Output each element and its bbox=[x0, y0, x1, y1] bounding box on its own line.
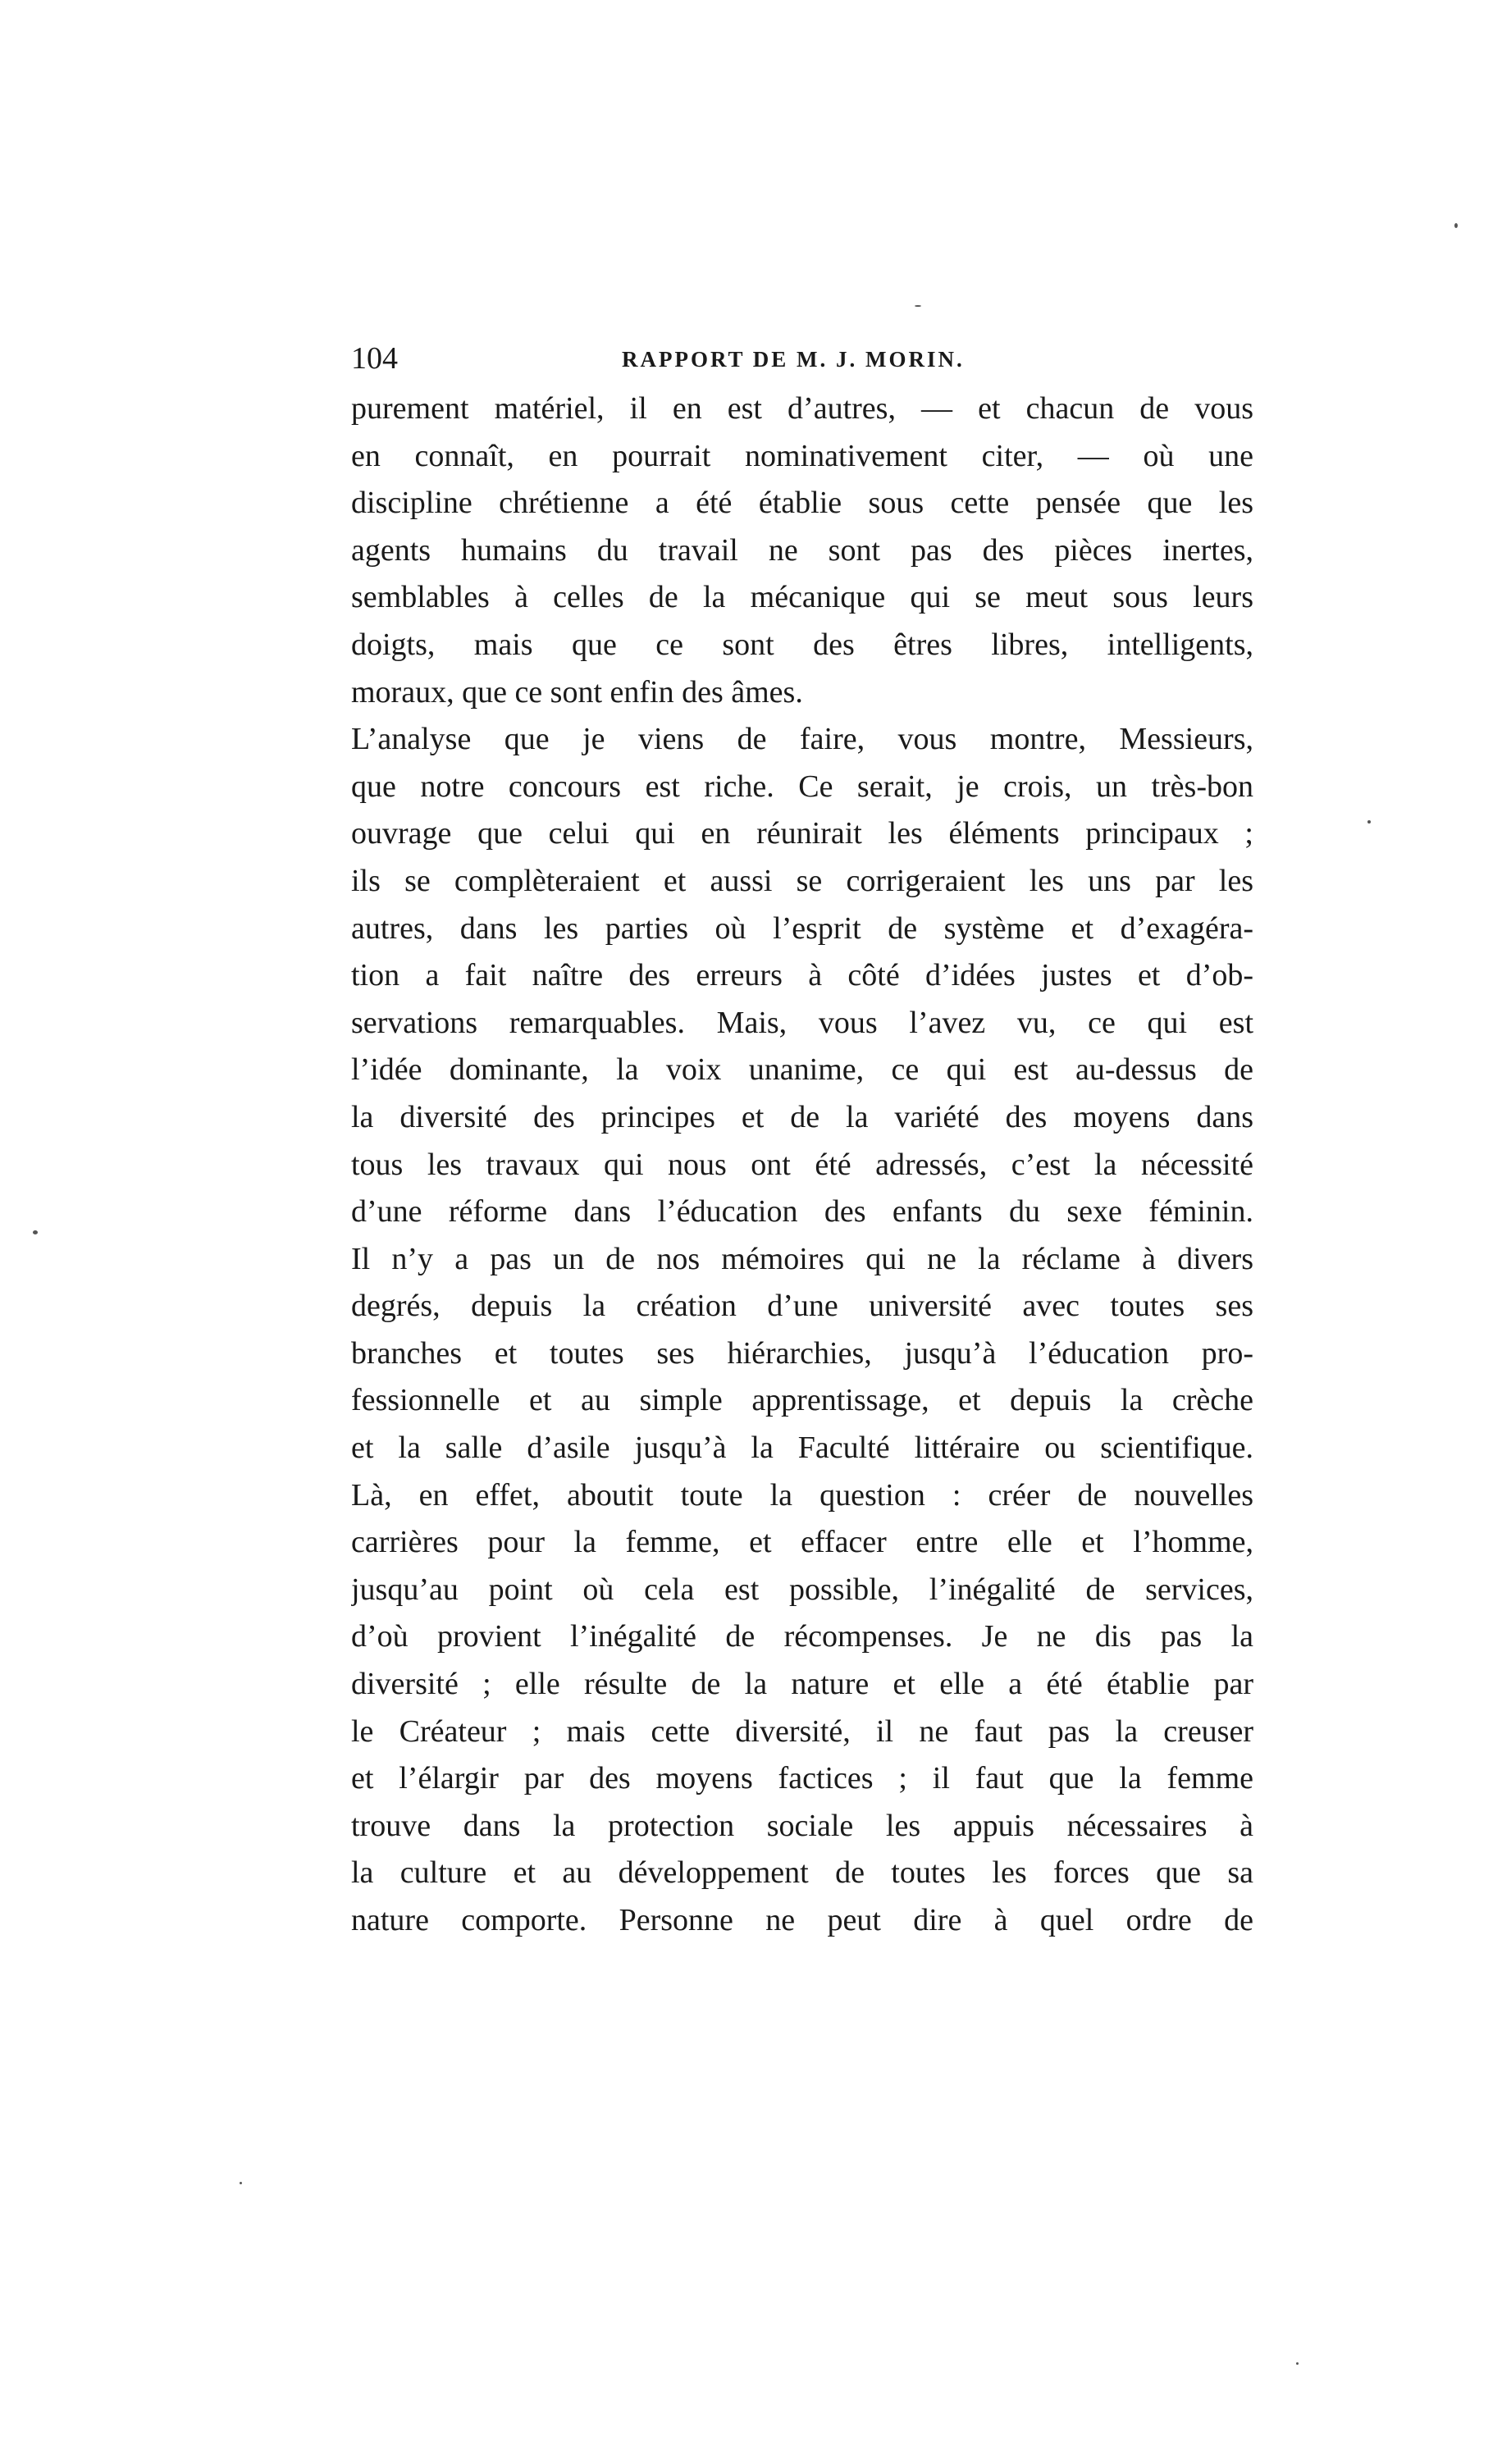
scan-speck bbox=[1367, 820, 1371, 824]
text-line: semblables à celles de la mécanique qui se meut sous leurs bbox=[351, 580, 1253, 615]
text-line: autres, dans les parties où l’esprit de système et d’exagéra- bbox=[351, 910, 1253, 946]
text-line: branches et toutes ses hiérarchies, jusqu’à l’éducation pro- bbox=[351, 1335, 1253, 1371]
text-line: en connaît, en pourrait nominativement citer, — où une bbox=[351, 438, 1253, 473]
text-line: tion a fait naître des erreurs à côté d’idées justes et d’ob- bbox=[351, 958, 1253, 993]
text-line: fessionnelle et au simple apprentissage, et depuis la crèche bbox=[351, 1383, 1253, 1418]
text-line: degrés, depuis la création d’une université avec toutes ses bbox=[351, 1289, 1253, 1324]
scan-speck bbox=[33, 1230, 38, 1234]
text-line: L’analyse que je viens de faire, vous montre, Messieurs, bbox=[351, 722, 1253, 757]
text-line: ils se complèteraient et aussi se corrigeraient les uns par les bbox=[351, 863, 1253, 898]
page-number: 104 bbox=[351, 341, 398, 376]
text-line: trouve dans la protection sociale les appuis nécessaires à bbox=[351, 1808, 1253, 1843]
text-line: agents humains du travail ne sont pas des pièces inertes, bbox=[351, 532, 1253, 568]
text-line: Il n’y a pas un de nos mémoires qui ne la réclame à divers bbox=[351, 1241, 1253, 1276]
text-line: diversité ; elle résulte de la nature et elle a été établie par bbox=[351, 1667, 1253, 1702]
text-line: purement matériel, il en est d’autres, — et chacun de vous bbox=[351, 391, 1253, 426]
page-header bbox=[351, 338, 1278, 379]
text-line: ouvrage que celui qui en réunirait les éléments principaux ; bbox=[351, 816, 1253, 851]
text-line: d’où provient l’inégalité de récompenses. Je ne dis pas la bbox=[351, 1619, 1253, 1654]
text-line: nature comporte. Personne ne peut dire à quel ordre de bbox=[351, 1903, 1253, 1937]
text-line: et l’élargir par des moyens factices ; il faut que la femme bbox=[351, 1761, 1253, 1796]
text-line: discipline chrétienne a été établie sous cette pensée que les bbox=[351, 486, 1253, 521]
text-line: la culture et au développement de toutes les forces que sa bbox=[351, 1855, 1253, 1891]
scan-speck bbox=[915, 305, 921, 307]
body-text bbox=[351, 386, 1253, 1945]
text-line: Là, en effet, aboutit toute la question : créer de nouvelles bbox=[351, 1477, 1253, 1513]
text-line: servations remarquables. Mais, vous l’avez vu, ce qui est bbox=[351, 1005, 1253, 1040]
text-line: et la salle d’asile jusqu’à la Faculté littéraire ou scientifique. bbox=[351, 1430, 1253, 1466]
text-line: le Créateur ; mais cette diversité, il ne faut pas la creuser bbox=[351, 1713, 1253, 1749]
text-line: l’idée dominante, la voix unanime, ce qui est au-dessus de bbox=[351, 1052, 1253, 1088]
text-line: tous les travaux qui nous ont été adressés, c’est la nécessité bbox=[351, 1147, 1253, 1182]
text-line: d’une réforme dans l’éducation des enfants du sexe féminin. bbox=[351, 1194, 1253, 1230]
scan-speck bbox=[1454, 223, 1458, 228]
text-line: jusqu’au point où cela est possible, l’inégalité de services, bbox=[351, 1572, 1253, 1607]
text-line: la diversité des principes et de la variété des moyens dans bbox=[351, 1099, 1253, 1134]
text-line: moraux, que ce sont enfin des âmes. bbox=[351, 674, 803, 710]
scan-speck bbox=[1296, 2362, 1299, 2365]
text-line: carrières pour la femme, et effacer entre elle et l’homme, bbox=[351, 1525, 1253, 1560]
running-head: RAPPORT DE M. J. MORIN. bbox=[622, 347, 965, 372]
text-line: doigts, mais que ce sont des êtres libres, intelligents, bbox=[351, 627, 1253, 662]
text-line: que notre concours est riche. Ce serait, je crois, un très-bon bbox=[351, 769, 1253, 804]
scan-speck bbox=[240, 2182, 242, 2184]
